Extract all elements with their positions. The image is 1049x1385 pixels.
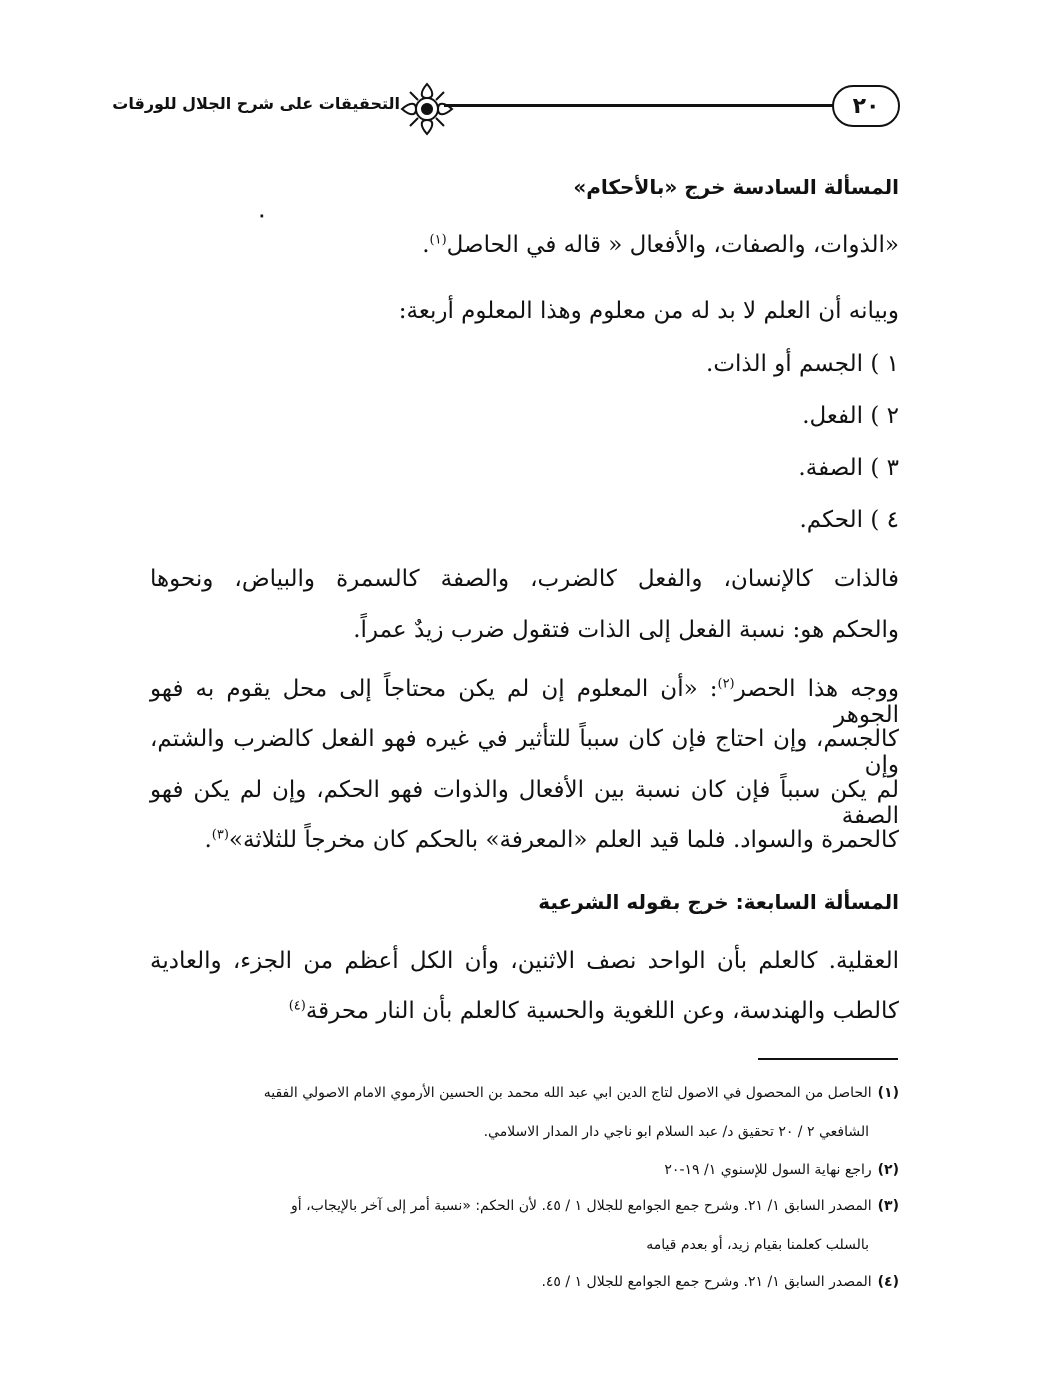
intro-line: وبيانه أن العلم لا بد له من معلوم وهذا المعلوم أربعة:	[398, 298, 899, 324]
footnote-text: الحاصل من المحصول في الاصول لتاج الدين ابي عبد الله محمد بن الحسين الأرموي الامام الاصولي الفقيه	[263, 1085, 872, 1101]
list-item: ٢ ) الفعل.	[802, 403, 899, 429]
footnote-2	[664, 1162, 899, 1178]
paragraph-line: والحكم هو: نسبة الفعل إلى الذات فتقول ضرب زيدٌ عمراً.	[353, 617, 899, 643]
list-item: ٣ ) الصفة.	[798, 455, 899, 481]
ornament-icon	[398, 80, 456, 138]
page-number: ٢٠	[832, 85, 900, 127]
paragraph-line: كالحمرة والسواد. فلما قيد العلم «المعرفة» بالحكم كان مخرجاً للثلاثة»$^{(٣)}$.	[204, 827, 899, 853]
quote-text: «الذوات، والصفات، والأفعال « قاله في الحاصل	[446, 232, 899, 258]
paragraph-text: : «أن المعلوم إن لم يكن محتاجاً إلى محل يقوم به فهو الجوهر	[150, 676, 899, 728]
paragraph-line: لم يكن سبباً فإن كان نسبة بين الأفعال والذوات فهو الحكم، وإن لم يكن فهو الصفة	[150, 777, 899, 829]
paragraph-line: العقلية. كالعلم بأن الواحد نصف الاثنين، وأن الكل أعظم من الجزء، والعادية	[150, 948, 899, 974]
footnote-rule	[758, 1058, 898, 1060]
footnote-text: المصدر السابق ١/ ٢١. وشرح جمع الجوامع للجلال ١ / ٤٥. لأن الحكم: «نسبة أمر إلى آخر بالإيجاب، أو	[291, 1198, 872, 1214]
list-item: ٤ ) الحكم.	[799, 507, 899, 533]
footnote-3	[291, 1198, 899, 1214]
footnote-ref-1: (١)	[429, 232, 447, 248]
footnote-number: (٤)	[877, 1274, 899, 1290]
footnote-1	[264, 1085, 899, 1101]
footnote-number: (٣)	[877, 1198, 899, 1214]
paragraph-text: كالطب والهندسة، وعن اللغوية والحسية كالعلم بأن النار محرقة	[305, 998, 899, 1024]
footnote-ref-2: (٢)	[717, 676, 735, 692]
footnote-text: راجع نهاية السول للإسنوي ١/ ١٩-٢٠	[664, 1162, 872, 1178]
footnote-ref-3: (٣)	[211, 827, 229, 843]
header-rule	[444, 104, 834, 107]
list-item: ١ ) الجسم أو الذات.	[706, 351, 899, 377]
quote-line: «الذوات، والصفات، والأفعال « قاله في الحاصل$^{(١)}$.	[422, 232, 899, 258]
paragraph-line	[150, 676, 899, 728]
paragraph-text: كالحمرة والسواد. فلما قيد العلم «المعرفة» بالحكم كان مخرجاً للثلاثة»	[228, 827, 899, 853]
footnote-number: (٢)	[877, 1162, 899, 1178]
paragraph-text: ووجه هذا الحصر	[734, 676, 900, 702]
footnote-ref-4: (٤)	[288, 998, 306, 1014]
footnote-text: المصدر السابق ١/ ٢١. وشرح جمع الجوامع للجلال ١ / ٤٥.	[541, 1274, 872, 1290]
paragraph-line: فالذات كالإنسان، والفعل كالضرب، والصفة كالسمرة والبياض، ونحوها	[150, 566, 899, 592]
paragraph-line	[289, 998, 899, 1024]
footnote-3-continued: بالسلب كعلمنا بقيام زيد، أو بعدم قيامه	[646, 1237, 869, 1253]
section-heading-6: المسألة السادسة خرج «بالأحكام»	[573, 175, 899, 199]
stray-mark: ٠	[257, 205, 267, 226]
page-header	[112, 80, 900, 140]
paragraph-line: كالجسم، وإن احتاج فإن كان سبباً للتأثير في غيره فهو الفعل كالضرب والشتم، وإن	[150, 726, 899, 778]
footnote-4	[541, 1274, 899, 1290]
footnote-1-continued: الشافعي ٢ / ٢٠ تحقيق د/ عبد السلام ابو ناجي دار المدار الاسلامي.	[483, 1124, 869, 1140]
running-title: التحقيقات على شرح الجلال للورقات	[112, 94, 400, 113]
section-heading-7: المسألة السابعة: خرج بقوله الشرعية	[538, 890, 899, 914]
footnote-number: (١)	[877, 1085, 899, 1101]
